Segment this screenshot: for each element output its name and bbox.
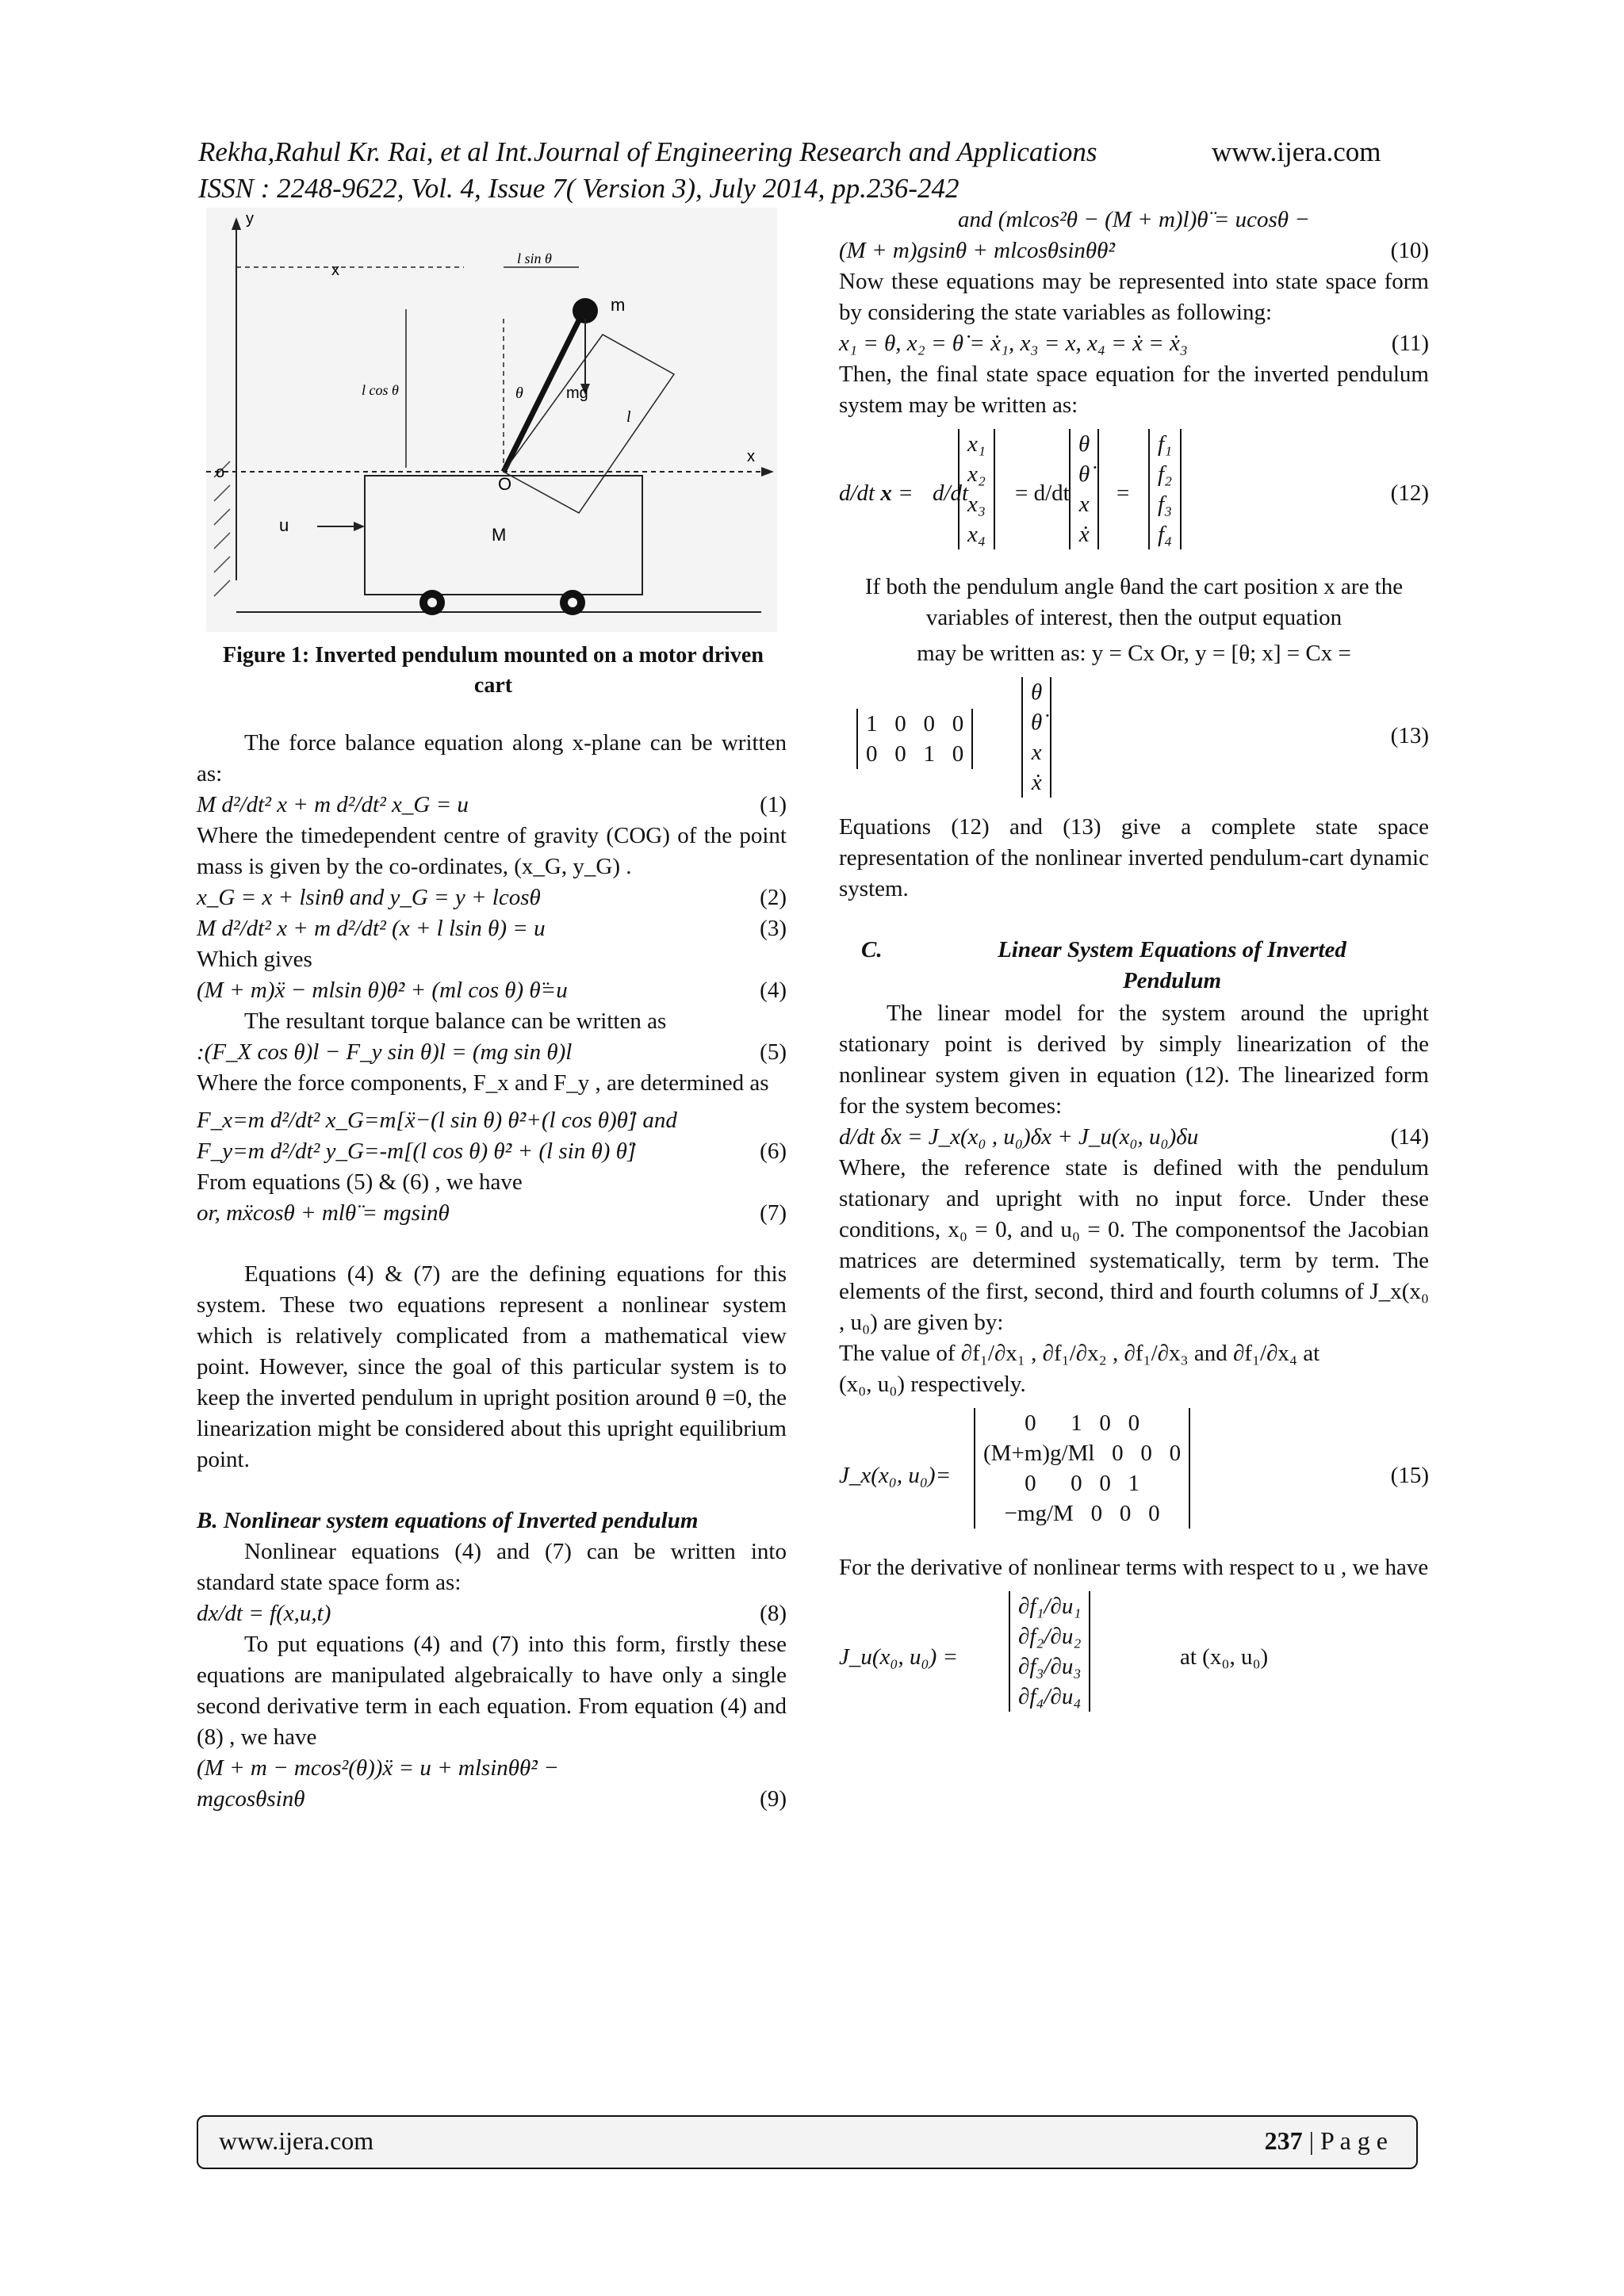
inverted-pendulum-figure — [206, 208, 777, 632]
figure-label-cart-mass: M — [492, 525, 507, 545]
paragraph-respectively: (x₀, u₀) respectively. — [839, 1372, 1026, 1397]
figure-label-y: y — [246, 210, 254, 228]
running-header-issn: ISSN : 2248-9622, Vol. 4, Issue 7( Version 3), July 2014, pp.236-242 — [198, 173, 959, 204]
paragraph-linear: The linear model for the system around the upright stationary point is derived by simply linearization of the nonlinear system given in equation (12). The linearized form for the system becomes: — [839, 1001, 1429, 1119]
c-matrix: 1 0 0 0 0 0 1 0 — [856, 709, 973, 769]
equation-2: x_G = x + lsinθ and y_G = y + lcosθ (2) — [197, 885, 787, 910]
paragraph-eq12-13: Equations (12) and (13) give a complete state space representation of the nonlinear inverted pendulum-cart dynamic system. — [839, 814, 1429, 901]
left-column — [197, 728, 787, 1815]
ju-matrix: ∂f₁/∂u₁ ∂f₂/∂u₂ ∂f₃/∂u₃ ∂f₄/∂u₄ — [1009, 1591, 1090, 1712]
equation-4: (M + m)ẍ − mlsin θ)θ̇² + (ml cos θ) θ̈=u (4) — [197, 978, 787, 1003]
paragraph-where: Where, the reference state is defined with the pendulum stationary and upright with no input force. Under these conditions, x₀ = 0, and u₀ = 0. The componentsof the Jacobian matrices are determined systematically, term by term. The elements of the first, second, third and fourth columns of J_x(x₀ , u₀) are given by: — [839, 1155, 1429, 1335]
equation-6b: F_y=m d²/dt² y_G=-m[(l cos θ) θ̇² + (l sin θ) θ̈] (6) — [197, 1138, 787, 1164]
figure-caption: Figure 1: Inverted pendulum mounted on a motor driven cart — [223, 643, 764, 698]
figure-label-theta: θ — [515, 385, 523, 402]
paragraph-force-balance: The force balance equation along x-plane can be written as: — [197, 730, 787, 786]
f-vector: f₁ f₂ f₃ f₄ — [1148, 429, 1182, 549]
state-vector: x₁ x₂ x₃ x₄ — [958, 429, 995, 549]
paragraph-output: If both the pendulum angle θand the cart position x are the variables of interest, then the output equation — [864, 574, 1404, 630]
header-url: www.ijera.com — [1212, 136, 1381, 167]
equation-15: J_x(x₀, u₀)= 0 1 0 0 (M+m)g/Ml 0 0 0 0 0 0 1 −mg/M 0 0 0 (15) — [839, 1408, 1429, 1544]
equation-5: :(F_X cos θ)l − F_y sin θ)l = (mg sin θ)l (5) — [197, 1039, 787, 1065]
equation-8: dx/dt = f(x,u,t) (8) — [197, 1601, 787, 1626]
footer-url: www.ijera.com — [219, 2126, 374, 2155]
figure-label-origin: O — [498, 474, 512, 494]
paragraph-derivative: For the derivative of nonlinear terms with respect to u , we have — [839, 1555, 1429, 1580]
figure-label-l: l — [626, 408, 631, 426]
text-from-5-6: From equations (5) & (6) , we have — [197, 1169, 523, 1195]
jx-matrix: 0 1 0 0 (M+m)g/Ml 0 0 0 0 0 0 1 −mg/M 0 0 0 — [974, 1408, 1190, 1529]
equation-10b: (M + m)gsinθ + mlcosθsinθθ̇² (10) — [839, 238, 1429, 263]
paragraph-to-put: To put equations (4) and (7) into this form, firstly these equations are manipulated algebraically to have only a single second derivative term in each equation. From equation (4) and (8) , we have — [197, 1632, 787, 1750]
right-column — [839, 205, 1429, 1732]
equation-7: or, mẍcosθ + mlθ̈ = mgsinθ (7) — [197, 1200, 787, 1226]
equation-ju: J_u(x₀, u₀) = ∂f₁/∂u₁ ∂f₂/∂u₂ ∂f₃/∂u₃ ∂f₄/∂u₄ at (x₀, u₀) — [839, 1591, 1429, 1724]
paragraph-final: Then, the final state space equation for the inverted pendulum system may be written as: — [839, 362, 1429, 418]
paragraph-state: Now these equations may be represented into state space form by considering the state variables as following: — [839, 269, 1429, 325]
figure-label-lsin: l sin θ — [517, 251, 552, 266]
paragraph-cog: Where the timedependent centre of gravity (COG) of the point mass is given by the co-ordinates, (x_G, y_G) . — [197, 823, 787, 879]
equation-11: x₁ = θ, x₂ = θ̇ = ẋ₁, x₃ = x, x₄ = ẋ = ẋ₃ (11) — [839, 331, 1429, 356]
footer-page: 237 | P a g e — [1264, 2126, 1388, 2155]
paragraph-nonlinear: Nonlinear equations (4) and (7) can be written into standard state space form as: — [197, 1539, 787, 1595]
figure-label-force: u — [279, 515, 289, 535]
equation-12: d/dt x = d/dt x₁ x₂ x₃ x₄ = d/dt θ θ̇ x ẋ = f₁ f₂ f₃ f₄ (12) — [839, 429, 1429, 564]
section-b-heading: B. Nonlinear system equations of Inverted pendulum — [197, 1508, 699, 1533]
equation-14: d/dt δx = J_x(x₀ , u₀)δx + J_u(x₀, u₀)δu (14) — [839, 1124, 1429, 1150]
paragraph-components: Where the force components, F_x and F_y , are determined as — [197, 1070, 769, 1096]
text-which-gives: Which gives — [197, 947, 312, 972]
paragraph-torque: The resultant torque balance can be written as — [244, 1008, 667, 1034]
equation-9b: mgcosθsinθ (9) — [197, 1786, 787, 1812]
figure-label-x: x — [331, 262, 339, 279]
running-header-citation: Rekha,Rahul Kr. Rai, et al Int.Journal of Engineering Research and Applications — [198, 136, 1097, 167]
figure-label-mg: mg — [566, 385, 588, 402]
section-c-heading: C. Linear System Equations of Inverted Pendulum — [861, 937, 1346, 993]
paragraph-defining: Equations (4) & (7) are the defining equations for this system. These two equations represent a nonlinear system which is relatively complicated from a mathematical view point. However, since the goal of this particular system is to keep the inverted pendulum in upright position around θ =0, the linearization might be considered about this upright equilibrium point. — [197, 1261, 787, 1472]
theta-vector-2: θ θ̇ x ẋ — [1021, 677, 1051, 798]
figure-label-lcos: l cos θ — [362, 382, 399, 398]
page-footer — [197, 2115, 1418, 2169]
equation-6a: F_x=m d²/dt² x_G=m[ẍ−(l sin θ) θ̇²+(l cos θ)θ̈] and — [197, 1108, 677, 1133]
paragraph-value: The value of ∂f₁/∂x₁ , ∂f₁/∂x₂ , ∂f₁/∂x₃ and ∂f₁/∂x₄ at — [839, 1341, 1320, 1366]
equation-13: 1 0 0 0 0 0 1 0 θ θ̇ x ẋ (13) — [839, 677, 1429, 804]
equation-1: M d²/dt² x + m d²/dt² x_G = u (1) — [197, 792, 787, 817]
equation-3: M d²/dt² x + m d²/dt² (x + l lsin θ) = u (3) — [197, 916, 787, 941]
equation-9a: (M + m − mcos²(θ))ẍ = u + mlsinθθ̇² − — [197, 1755, 559, 1781]
figure-label-mass: m — [611, 295, 626, 315]
theta-vector: θ θ̇ x ẋ — [1069, 429, 1099, 549]
figure-label-x-axis: x — [747, 448, 755, 465]
paragraph-output-2: may be written as: y = Cx Or, y = [θ; x] = Cx = — [917, 641, 1351, 666]
equation-10a: and (mlcos²θ − (M + m)l)θ̈ = ucosθ − — [958, 207, 1310, 232]
figure-label-left-origin: o — [216, 464, 225, 481]
